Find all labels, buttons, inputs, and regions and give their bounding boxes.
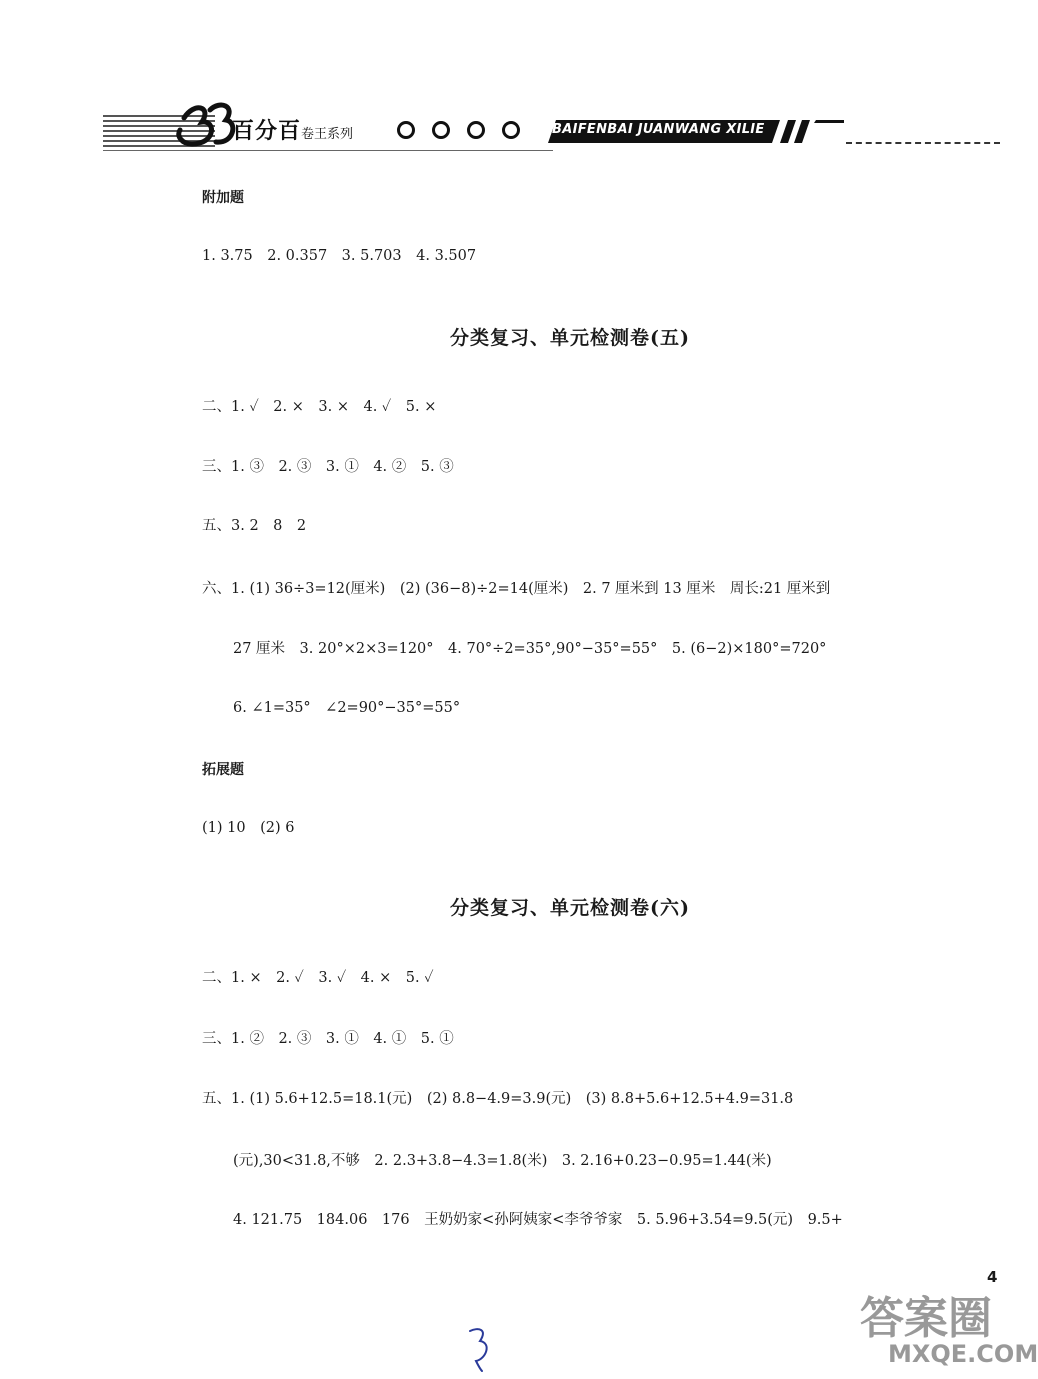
extra-heading: 附加题 (202, 190, 244, 206)
answer-line: 三、1. ③ 2. ③ 3. ① 4. ② 5. ③ (202, 459, 454, 475)
brand-title (232, 114, 353, 145)
brand-series: 卷王系列 (301, 127, 354, 142)
answer-line: 六、1. (1) 36÷3=12(厘米) (2) (36−8)÷2=14(厘米) 2. 7 厘米到 13 厘米 周长:21 厘米到 (202, 581, 831, 597)
answer-line: 二、1. ✓ 2. × 3. × 4. ✓ 5. × (202, 399, 437, 415)
extension-answers: (1) 10 (2) 6 (202, 820, 295, 836)
section-title-6: 分类复习、单元检测卷(六) (450, 897, 690, 919)
ring-icon (467, 121, 485, 139)
answer-line: (元),30<31.8,不够 2. 2.3+3.8−4.3=1.8(米) 3. 2.16+0.23−0.95=1.44(米) (233, 1153, 772, 1169)
handwritten-number (466, 1325, 496, 1373)
answer-line: 五、3. 2 8 2 (202, 518, 307, 534)
header-rule (103, 150, 553, 151)
answer-line: 6. ∠1=35° ∠2=90°−35°=55° (233, 700, 461, 716)
answer-line: 4. 121.75 184.06 176 王奶奶家<孙阿姨家<李爷爷家 5. 5.96+3.54=9.5(元) 9.5+ (233, 1212, 843, 1228)
watermark-url: MXQE.COM (888, 1340, 1038, 1368)
answer-line: 二、1. × 2. ✓ 3. ✓ 4. × 5. ✓ (202, 970, 434, 986)
header-dashed-rule (846, 142, 1000, 144)
extension-heading: 拓展题 (202, 762, 244, 778)
page-number: 4 (987, 1268, 998, 1286)
ring-icon (432, 121, 450, 139)
answer-line: 五、1. (1) 5.6+12.5=18.1(元) (2) 8.8−4.9=3.9(元) (3) 8.8+5.6+12.5+4.9=31.8 (202, 1091, 794, 1107)
answer-line: 27 厘米 3. 20°×2×3=120° 4. 70°÷2=35°,90°−35°=55° 5. (6−2)×180°=720° (233, 641, 827, 657)
brand-name: 百分百 (232, 118, 302, 144)
banner-text: BAIFENBAI JUANWANG XILIE (552, 122, 765, 137)
page-header (0, 0, 1000, 175)
ring-icon (397, 121, 415, 139)
answer-line: 三、1. ② 2. ③ 3. ① 4. ① 5. ① (202, 1031, 454, 1047)
ring-icon (502, 121, 520, 139)
watermark-logo: 答案圈 (860, 1293, 992, 1344)
header-dots (397, 121, 520, 139)
section-title-5: 分类复习、单元检测卷(五) (450, 327, 690, 349)
extra-answers: 1. 3.75 2. 0.357 3. 5.703 4. 3.507 (202, 248, 477, 264)
